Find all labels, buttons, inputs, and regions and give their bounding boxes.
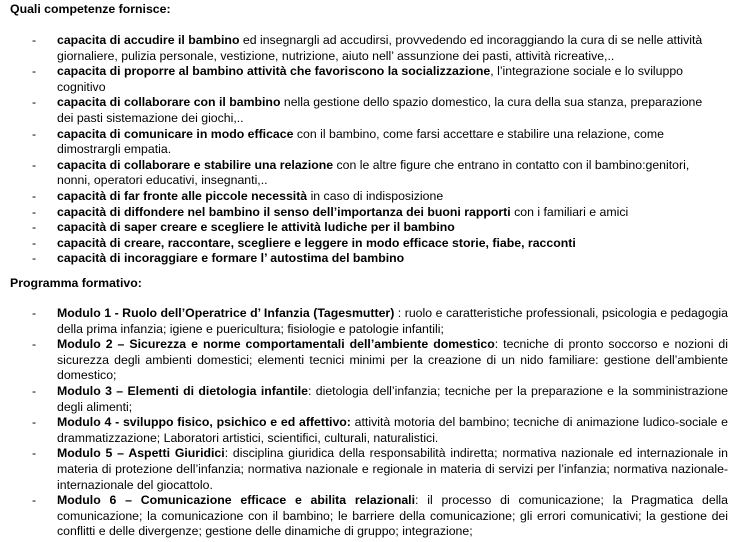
item-text: , l’integrazione sociale e lo sviluppo cognitivo [57, 64, 684, 94]
competenze-heading: Quali competenze fornisce: [10, 2, 171, 16]
list-item [0, 127, 717, 158]
list-item [0, 251, 717, 267]
bullet-dash: - [32, 415, 37, 430]
item-bold: Modulo 3 – Elementi di dietologia infantile [57, 383, 308, 398]
bullet-dash: - [32, 446, 37, 461]
competenze-list [0, 33, 737, 267]
item-text: con i familiari e amici [510, 204, 629, 219]
list-item [0, 158, 717, 189]
bullet-dash: - [32, 157, 37, 172]
bullet-dash: - [32, 337, 37, 352]
item-bold: capacità di creare, raccontare, scegliere e leggere in modo efficace storie, fiabe, racconti [57, 235, 576, 250]
item-text: : tecniche di pronto soccorso e nozioni di sicurezza degli ambienti domestici; elementi tecnici minimi per la creazione di un nido familiare: gestione dell’ambiente domestico; [57, 337, 729, 383]
bullet-dash: - [32, 251, 37, 266]
list-item [0, 415, 728, 446]
item-text: con il bambino, come farsi accettare e stabilire una relazione, come dimostrargli empatia. [57, 126, 664, 157]
bullet-dash: - [32, 383, 37, 398]
item-text: : il processo di comunicazione; la Pragmatica della comunicazione; la comunicazione con il bambino; le barriere della comunicazione; gli errori comunicativi; la gestione dei conflitti e delle divergenze; gestione delle dinamiche di gruppo; integrazione; [57, 493, 728, 539]
list-item [0, 220, 717, 236]
item-text: : disciplina giuridica della responsabilità indiretta; normativa nazionale ed internazionale in materia di protezione dell’infanzia; normativa nazionale e regionale in materia di servizi per l’infanzia; normativa nazionale-internazionale del giocattolo. [57, 446, 728, 492]
item-bold: capacita di accudire il bambino [57, 33, 240, 47]
list-item [0, 337, 728, 384]
item-text: in caso di indisposizione [307, 188, 444, 203]
item-bold: capacità di far fronte alle piccole necessità [57, 188, 308, 203]
bullet-dash: - [32, 188, 37, 203]
programma-heading: Programma formativo: [10, 276, 142, 290]
item-bold: Modulo 4 - sviluppo fisico, psichico e ed affettivo: [57, 415, 351, 430]
bullet-dash: - [32, 33, 37, 47]
list-item [0, 306, 728, 337]
item-text: nella gestione dello spazio domestico, la cura della sua stanza, preparazione dei pasti sistemazione dei giochi,.. [57, 95, 703, 125]
programma-list [0, 306, 737, 540]
item-text: con le altre figure che entrano in contatto con il bambino:genitori, nonni, operatori educativi, insegnanti,.. [57, 157, 690, 188]
item-text: : ruolo e caratteristiche professionali, psicologia e pedagogia della prima infanzia; igiene e puericultura; fisiologie e patologie infantili; [57, 306, 728, 336]
item-text: attività motoria del bambino; tecniche di animazione ludico-sociale e drammatizzazione; Laboratori artistici, scientifici, culturali, naturalistici. [57, 415, 728, 445]
bullet-dash: - [32, 306, 37, 320]
item-bold: capacità di saper creare e scegliere le attività ludiche per il bambino [57, 220, 455, 235]
bullet-dash: - [32, 95, 37, 110]
bullet-dash: - [32, 64, 37, 79]
item-text: ed insegnargli ad accudirsi, provvedendo ed incoraggiando la cura di se nelle attività giornaliere, pulizia personale, vestizione, nutrizione, aiuto nell’ assunzione dei pasti, attività ricreative,.. [57, 33, 703, 63]
bullet-dash: - [32, 204, 37, 219]
bullet-dash: - [32, 126, 37, 141]
bullet-dash: - [32, 220, 37, 235]
item-text: : dietologia dell’infanzia; tecniche per la preparazione e la somministrazione degli alimenti; [57, 383, 728, 414]
list-item [0, 446, 728, 493]
bullet-dash: - [32, 493, 37, 508]
item-bold: capacita di collaborare con il bambino [57, 95, 281, 110]
list-item [0, 205, 717, 221]
item-bold: Modulo 1 - Ruolo dell’Operatrice d’ Infanzia (Tagesmutter) [57, 306, 395, 320]
item-bold: capacità di diffondere nel bambino il senso dell’importanza dei buoni rapporti [57, 204, 511, 219]
item-bold: capacita di comunicare in modo efficace [57, 126, 294, 141]
bullet-dash: - [32, 235, 37, 250]
list-item [0, 189, 717, 205]
item-bold: capacità di incoraggiare e formare l’ autostima del bambino [57, 251, 405, 266]
item-bold: capacita di proporre al bambino attività che favoriscono la socializzazione [57, 64, 491, 79]
item-bold: Modulo 5 – Aspetti Giuridici [57, 446, 225, 461]
item-bold: Modulo 2 – Sicurezza e norme comportamentali dell’ambiente domestico [57, 337, 495, 352]
item-bold: capacita di collaborare e stabilire una relazione [57, 157, 334, 172]
item-bold: Modulo 6 – Comunicazione efficace e abilita relazionali [57, 493, 416, 508]
list-item [0, 33, 717, 64]
list-item [0, 384, 728, 415]
list-item [0, 64, 717, 95]
list-item [0, 95, 717, 126]
list-item [0, 493, 728, 540]
list-item [0, 236, 717, 252]
